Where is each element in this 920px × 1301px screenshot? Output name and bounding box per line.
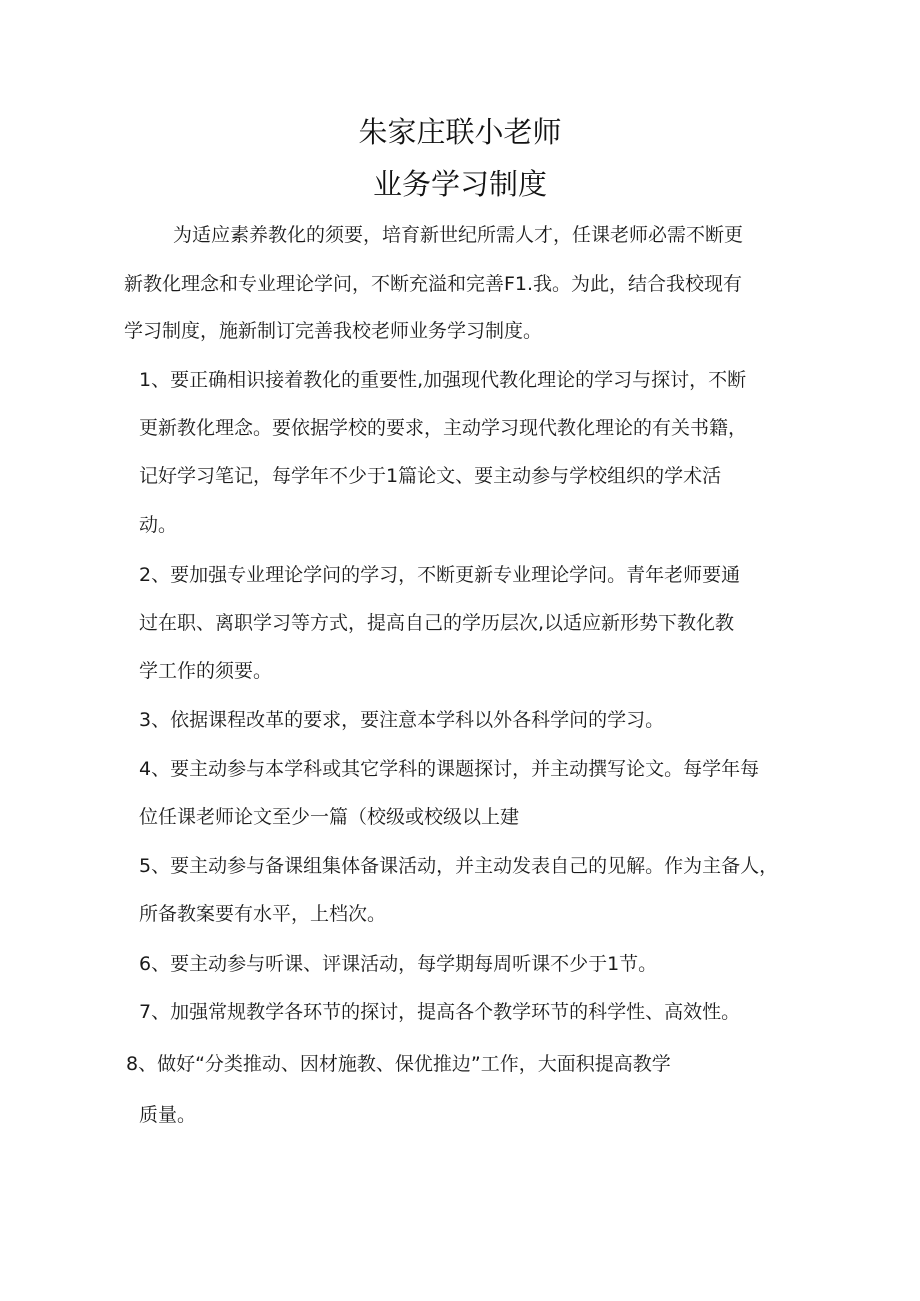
item-line: 过在职、离职学习等方式，提高自己的学历层次,以适应新形势下教化教 bbox=[139, 612, 735, 634]
item-line: 3、依据课程改革的要求，要注意本学科以外各科学问的学习。 bbox=[139, 709, 665, 731]
document-title-line2: 业务学习制度 bbox=[372, 167, 547, 201]
item-line: 质量。 bbox=[139, 1104, 197, 1126]
item-line: 6、要主动参与听课、评课活动，每学期每周听课不少于1节。 bbox=[139, 953, 658, 975]
item-line: 2、要加强专业理论学问的学习，不断更新专业理论学问。青年老师要通 bbox=[139, 564, 741, 586]
item-line: 4、要主动参与本学科或其它学科的课题探讨，并主动撰写论文。每学年每 bbox=[139, 758, 760, 780]
item-line: 记好学习笔记，每学年不少于1篇论文、要主动参与学校组织的学术活 bbox=[139, 465, 722, 487]
item-line: 学工作的须要。 bbox=[139, 660, 273, 682]
item-line: 更新教化理念。要依据学校的要求，主动学习现代教化理论的有关书籍， bbox=[139, 417, 748, 439]
intro-line: 为适应素养教化的须要，培育新世纪所需人才，任课老师必需不断更 bbox=[173, 224, 744, 246]
item-line: 8、做好“分类推动、因材施教、保优推边”工作，大面积提高教学 bbox=[126, 1053, 671, 1075]
item-line: 位任课老师论文至少一篇（校级或校级以上建 bbox=[139, 806, 520, 828]
item-line: 1、要正确相识接着教化的重要性,加强现代教化理论的学习与探讨，不断 bbox=[139, 369, 747, 391]
document-title-line1: 朱家庄联小老师 bbox=[358, 115, 562, 149]
item-line: 7、加强常规教学各环节的探讨，提高各个教学环节的科学性、高效性。 bbox=[139, 1001, 741, 1023]
item-line: 5、要主动参与备课组集体备课活动，并主动发表自己的见解。作为主备人， bbox=[139, 855, 779, 877]
item-line: 动。 bbox=[139, 514, 178, 536]
intro-line: 新教化理念和专业理论学问，不断充溢和完善F1.我。为此，结合我校现有 bbox=[124, 273, 743, 295]
item-line: 所备教案要有水平，上档次。 bbox=[139, 903, 387, 925]
intro-line: 学习制度，施新制订完善我校老师业务学习制度。 bbox=[124, 320, 543, 342]
